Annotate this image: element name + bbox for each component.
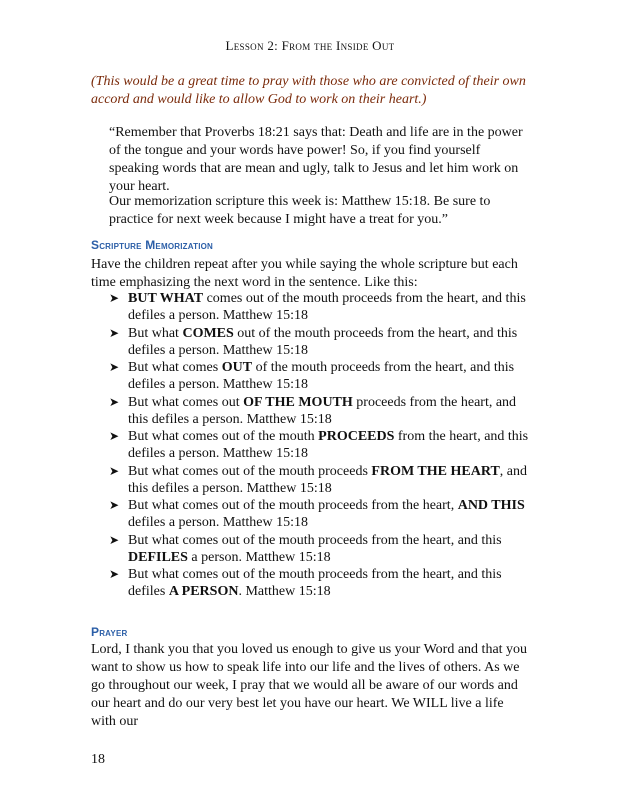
item-text-after: . Matthew 15:18	[238, 584, 331, 599]
item-emphasis: COMES	[182, 325, 234, 341]
memorization-item	[109, 532, 529, 566]
item-emphasis: PROCEEDS	[318, 429, 395, 444]
arrow-bullet-icon: ➤	[109, 325, 120, 340]
item-text-before: But what comes	[128, 360, 222, 375]
arrow-bullet-icon: ➤	[109, 394, 120, 409]
memorization-item	[109, 566, 529, 600]
item-text-before: But what comes out of the mouth	[128, 429, 319, 444]
quote-paragraph-1: “Remember that Proverbs 18:21 says that: Death and life are in the power of the tongue and your words have power! So, if you find yourself speaking words that are mean and ugly, talk to Jesus and let him work on your heart.	[109, 125, 523, 194]
item-text-after: , and this defiles a person. Matthew 15:18	[128, 463, 527, 496]
memorization-list	[109, 290, 529, 601]
item-emphasis: AND THIS	[457, 498, 525, 513]
quote-block-2	[109, 193, 529, 229]
memorization-heading: Scripture Memorization	[91, 238, 214, 252]
item-text-after: from the heart, and this defiles a person. Matthew 15:18	[128, 429, 529, 461]
item-text-after: comes out of the mouth proceeds from the heart, and this defiles a person. Matthew 15:18	[128, 291, 526, 323]
item-emphasis: BUT WHAT	[128, 291, 204, 306]
arrow-bullet-icon: ➤	[109, 498, 120, 512]
item-text-before: But what comes out of the mouth proceeds from the heart, and this	[128, 532, 502, 548]
item-text-after: defiles a person. Matthew 15:18	[128, 515, 309, 530]
item-text-after: proceeds from the heart, and this defiles a person. Matthew 15:18	[128, 394, 517, 427]
item-text-after: a person. Matthew 15:18	[187, 549, 331, 565]
item-text-before: But what	[128, 325, 183, 341]
quote-paragraph-2: Our memorization scripture this week is: Matthew 15:18. Be sure to practice for next week because I might have a treat for you.”	[109, 194, 491, 227]
page-number: 18	[91, 752, 105, 767]
item-text-before: But what comes out of the mouth proceeds	[128, 463, 372, 479]
item-emphasis: FROM THE HEART	[371, 463, 500, 479]
prayer-text: Lord, I thank you that you loved us enough to give us your Word and that you want to show us how to speak life into our life and the lives of others. As we go throughout our week, I pray that we would all be aware of our words and our heart and do our very best let you have our heart. We WILL live a life with our	[91, 642, 528, 729]
memorization-item	[109, 463, 529, 497]
arrow-bullet-icon: ➤	[109, 532, 120, 547]
memorization-item	[109, 325, 529, 359]
item-text-before: But what comes out	[128, 394, 244, 410]
quote-block	[109, 124, 529, 196]
item-text-before: But what comes out of the mouth proceeds from the heart, and this defiles	[128, 567, 502, 599]
item-text-after: of the mouth proceeds from the heart, and this defiles a person. Matthew 15:18	[128, 360, 515, 392]
memorization-item	[109, 359, 529, 393]
arrow-bullet-icon: ➤	[109, 360, 120, 374]
page-header: Lesson 2: From the Inside Out	[225, 38, 395, 53]
item-emphasis: OUT	[221, 360, 253, 375]
teacher-note: (This would be a great time to pray with those who are convicted of their own accord and would like to allow God to work on their heart.)	[91, 74, 526, 107]
arrow-bullet-icon: ➤	[109, 291, 120, 305]
memorization-item	[109, 394, 529, 428]
item-text-before: But what comes out of the mouth proceeds from the heart,	[128, 498, 458, 513]
item-emphasis: DEFILES	[128, 549, 188, 565]
arrow-bullet-icon: ➤	[109, 429, 120, 443]
arrow-bullet-icon: ➤	[109, 567, 120, 581]
memorization-item	[109, 497, 529, 531]
memorization-item	[109, 428, 529, 462]
item-emphasis: OF THE MOUTH	[243, 394, 353, 410]
item-emphasis: A PERSON	[168, 584, 239, 599]
arrow-bullet-icon: ➤	[109, 463, 120, 478]
prayer-heading: Prayer	[91, 625, 128, 639]
memorization-item	[109, 290, 529, 324]
item-text-after: out of the mouth proceeds from the heart, and this defiles a person. Matthew 15:18	[128, 325, 518, 358]
memorization-intro: Have the children repeat after you while saying the whole scripture but each time emphasizing the next word in the sentence. Like this:	[91, 257, 518, 290]
